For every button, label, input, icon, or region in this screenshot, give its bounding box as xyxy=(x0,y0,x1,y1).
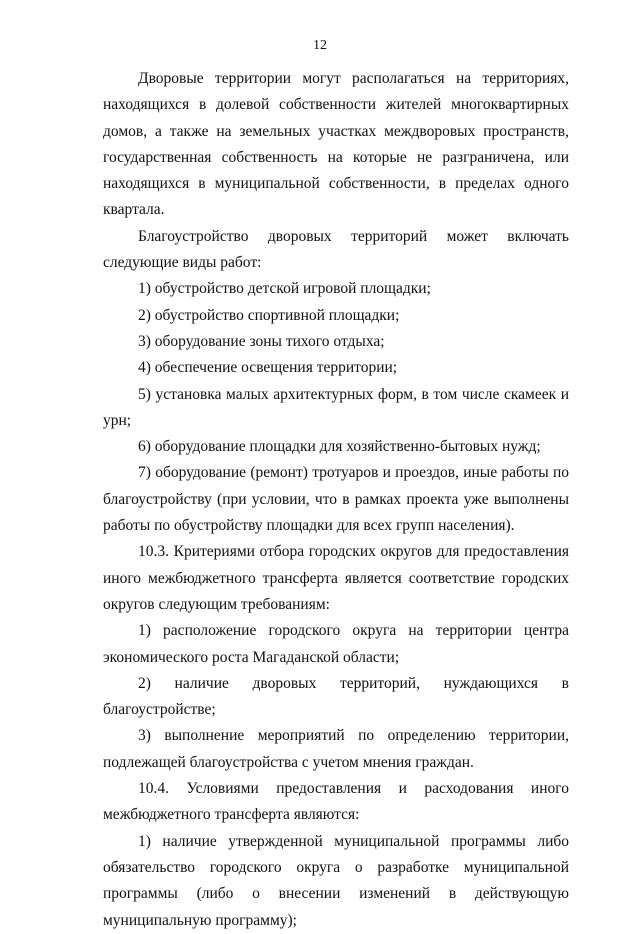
list-item-work-4: 4) обеспечение освещения территории; xyxy=(138,359,398,377)
list-item-condition-1: 1) наличие утвержденной муниципальной программы либо обязательство городского округа о разработке муниципальной программы (либо о внесении изменений в действующую муниципальную программу); xyxy=(103,832,569,929)
paragraph-10-4: 10.4. Условиями предоставления и расходования иного межбюджетного трансферта являются: xyxy=(103,780,569,824)
list-item-work-7: 7) оборудование (ремонт) тротуаров и проездов, иные работы по благоустройству (при условии, что в рамках проекта уже выполнены работы по обустройству площадки для всех групп населения). xyxy=(103,464,569,535)
list-item-criterion-2: 2) наличие дворовых территорий, нуждающихся в благоустройстве; xyxy=(103,674,569,719)
document-body xyxy=(103,66,569,934)
list-item-criterion-3: 3) выполнение мероприятий по определению территории, подлежащей благоустройства с учетом мнения граждан. xyxy=(103,727,569,771)
paragraph-works-intro: Благоустройство дворовых территорий может включать следующие виды работ: xyxy=(103,227,569,272)
list-item-work-5: 5) установка малых архитектурных форм, в том числе скамеек и урн; xyxy=(103,385,569,429)
list-item-criterion-1: 1) расположение городского округа на территории центра экономического роста Магаданской области; xyxy=(103,622,569,666)
paragraph-10-3: 10.3. Критериями отбора городских округов для предоставления иного межбюджетного трансферта является соответствие городских округов следующим требованиям: xyxy=(103,543,569,613)
list-item-work-2: 2) обустройство спортивной площадки; xyxy=(138,306,400,324)
list-item-work-3: 3) оборудование зоны тихого отдыха; xyxy=(138,332,385,350)
paragraph-territories: Дворовые территории могут располагаться на территориях, находящихся в долевой собственности жителей многоквартирных домов, а также на земельных участках междворовых пространств, государственная собственность на которые не разграничена, или находящихся в муниципальной собственности, в пределах одного квартала. xyxy=(103,70,569,219)
list-item-work-6: 6) оборудование площадки для хозяйственно-бытовых нужд; xyxy=(138,438,541,456)
page-number: 12 xyxy=(313,38,327,53)
list-item-work-1: 1) обустройство детской игровой площадки; xyxy=(138,280,431,298)
